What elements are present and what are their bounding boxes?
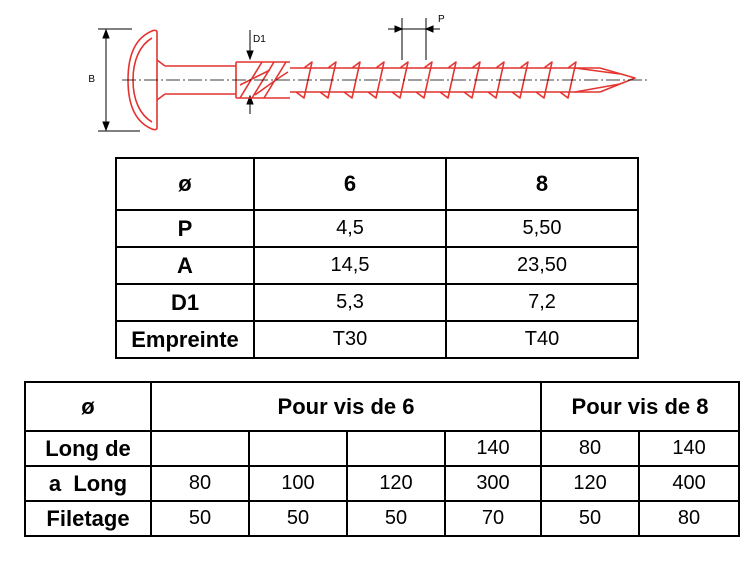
label-p: P xyxy=(438,14,445,25)
table-cell: 50 xyxy=(151,501,249,536)
label-d1: D1 xyxy=(253,34,266,45)
table-cell xyxy=(249,431,347,466)
table-cell: 140 xyxy=(445,431,541,466)
table-cell: 400 xyxy=(639,466,739,501)
length-table xyxy=(24,381,740,537)
table-cell: T40 xyxy=(446,321,638,358)
row-label: D1 xyxy=(116,284,254,321)
row-label: Long de xyxy=(25,431,151,466)
table-cell: 5,50 xyxy=(446,210,638,247)
table-cell: 100 xyxy=(249,466,347,501)
dimension-table xyxy=(115,157,639,359)
header-group-8: Pour vis de 8 xyxy=(541,382,739,431)
row-label: A xyxy=(116,247,254,284)
table-row xyxy=(116,284,638,321)
row-label: Empreinte xyxy=(116,321,254,358)
table-cell: 80 xyxy=(541,431,639,466)
table-cell: 5,3 xyxy=(254,284,446,321)
table-row xyxy=(25,501,739,536)
table-cell: 120 xyxy=(541,466,639,501)
header-diameter-6: 6 xyxy=(254,158,446,210)
table-cell: 80 xyxy=(151,466,249,501)
table-cell: 50 xyxy=(347,501,445,536)
table-cell: 50 xyxy=(541,501,639,536)
header-symbol: ø xyxy=(25,382,151,431)
table-row xyxy=(116,321,638,358)
table-header-row xyxy=(116,158,638,210)
table-row xyxy=(25,466,739,501)
table-row xyxy=(25,431,739,466)
table-cell: 7,2 xyxy=(446,284,638,321)
table-cell: T30 xyxy=(254,321,446,358)
label-b: B xyxy=(88,74,95,85)
table-row xyxy=(116,247,638,284)
header-symbol: ø xyxy=(116,158,254,210)
dimension-p xyxy=(388,18,440,60)
table-cell xyxy=(151,431,249,466)
table-cell: 140 xyxy=(639,431,739,466)
row-label: P xyxy=(116,210,254,247)
header-diameter-8: 8 xyxy=(446,158,638,210)
table-cell: 50 xyxy=(249,501,347,536)
screw-diagram xyxy=(0,0,750,150)
table-cell: 300 xyxy=(445,466,541,501)
table-cell: 4,5 xyxy=(254,210,446,247)
table-header-row xyxy=(25,382,739,431)
table-cell: 70 xyxy=(445,501,541,536)
table-cell: 120 xyxy=(347,466,445,501)
table-row xyxy=(116,210,638,247)
row-label: Filetage xyxy=(25,501,151,536)
table-cell: 14,5 xyxy=(254,247,446,284)
row-label: a Long xyxy=(25,466,151,501)
table-cell: 23,50 xyxy=(446,247,638,284)
table-cell xyxy=(347,431,445,466)
header-group-6: Pour vis de 6 xyxy=(151,382,541,431)
table-cell: 80 xyxy=(639,501,739,536)
